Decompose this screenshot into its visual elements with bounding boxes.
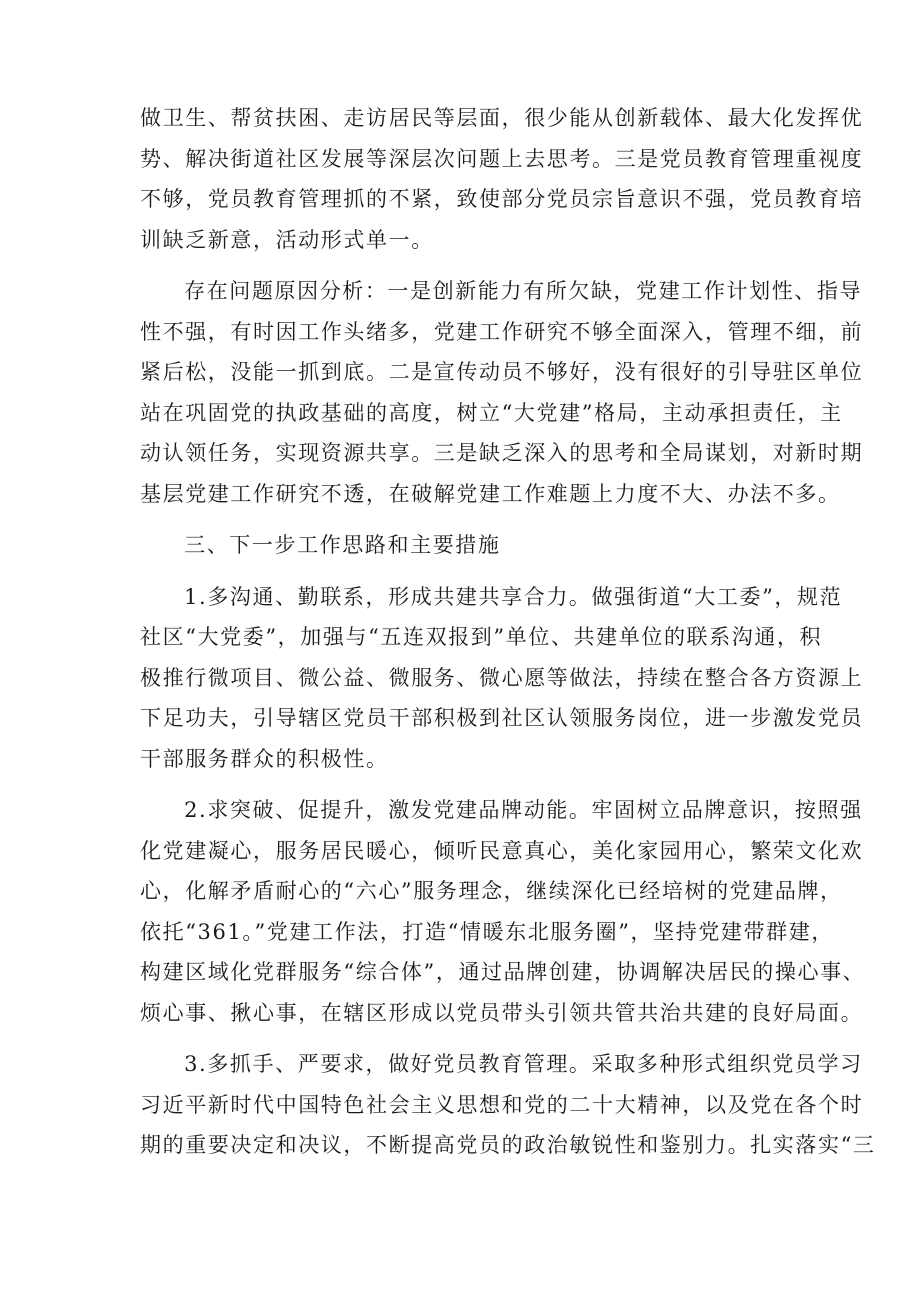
text-line: 下足功夫，引导辖区党员干部积极到社区认领服务岗位，进一步激发党员 [140,706,864,730]
text-line: 化党建凝心，服务居民暖心，倾听民意真心，美化家园用心，繁荣文化欢 [140,838,864,863]
text-line: 基层党建工作研究不透，在破解党建工作难题上力度不大、办法不多。 [140,481,841,506]
text-line: 做卫生、帮贫扶困、走访居民等层面，很少能从创新载体、最大化发挥优 [140,106,864,130]
paragraph-measure-3 [140,1044,876,1166]
heading-line: 三、下一步工作思路和主要措施 [184,533,501,557]
text-line: 习近平新时代中国特色社会主义思想和党的二十大精神，以及党在各个时 [140,1092,864,1117]
paragraph-problems-continued [140,98,864,260]
text-line: 性不强，有时因工作头绪多，党建工作研究不够全面深入，管理不细，前 [140,319,864,344]
text-line: 训缺乏新意，活动形式单一。 [140,227,434,252]
text-line: 依托“361。”党建工作法，打造“情暖东北服务圈”，坚持党建带群建， [140,919,834,944]
text-line: 构建区域化党群服务“综合体”，通过品牌创建，协调解决居民的操心事、 [140,960,866,984]
text-line: 不够，党员教育管理抓的不紧，致使部分党员宗旨意识不强，党员教育培 [140,187,864,211]
text-line: 社区“大党委”，加强与“五连双报到”单位、共建单位的联系沟通，积 [140,625,823,649]
text-line: 期的重要决定和决议，不断提高党员的政治敏锐性和鉴别力。扎实落实“三 [140,1133,876,1157]
paragraph-cause-analysis [140,271,864,514]
section-heading [140,525,790,566]
paragraph-measure-2 [140,790,866,1033]
text-line: 心，化解矛盾耐心的“六心”服务理念，继续深化已经培树的党建品牌， [140,879,843,903]
paragraph-measure-1 [140,577,864,780]
text-line: 存在问题原因分析：一是创新能力有所欠缺，党建工作计划性、指导 [184,279,863,303]
text-line: 2.求突破、促提升，激发党建品牌动能。牢固树立品牌意识，按照强 [184,798,863,822]
text-line: 站在巩固党的执政基础的高度，树立“大党建”格局，主动承担责任，主 [140,400,843,425]
text-line: 1.多沟通、勤联系，形成共建共享合力。做强街道“大工委”，规范 [184,584,843,609]
text-line: 动认领任务，实现资源共享。三是缺乏深入的思考和全局谋划，对新时期 [140,441,864,465]
text-line: 干部服务群众的积极性。 [140,746,389,771]
text-line: 极推行微项目、微公益、微服务、微心愿等做法，持续在整合各方资源上 [140,665,864,690]
text-line: 紧后松，没能一抓到底。二是宣传动员不够好，没有很好的引导驻区单位 [140,360,864,384]
document-body [140,98,876,1177]
text-line: 势、解决街道社区发展等深层次问题上去思考。三是党员教育管理重视度 [140,146,864,171]
text-line: 3.多抓手、严要求，做好党员教育管理。采取多种形式组织党员学习 [184,1052,863,1076]
text-line: 烦心事、揪心事，在辖区形成以党员带头引领共管共治共建的良好局面。 [140,1000,864,1025]
